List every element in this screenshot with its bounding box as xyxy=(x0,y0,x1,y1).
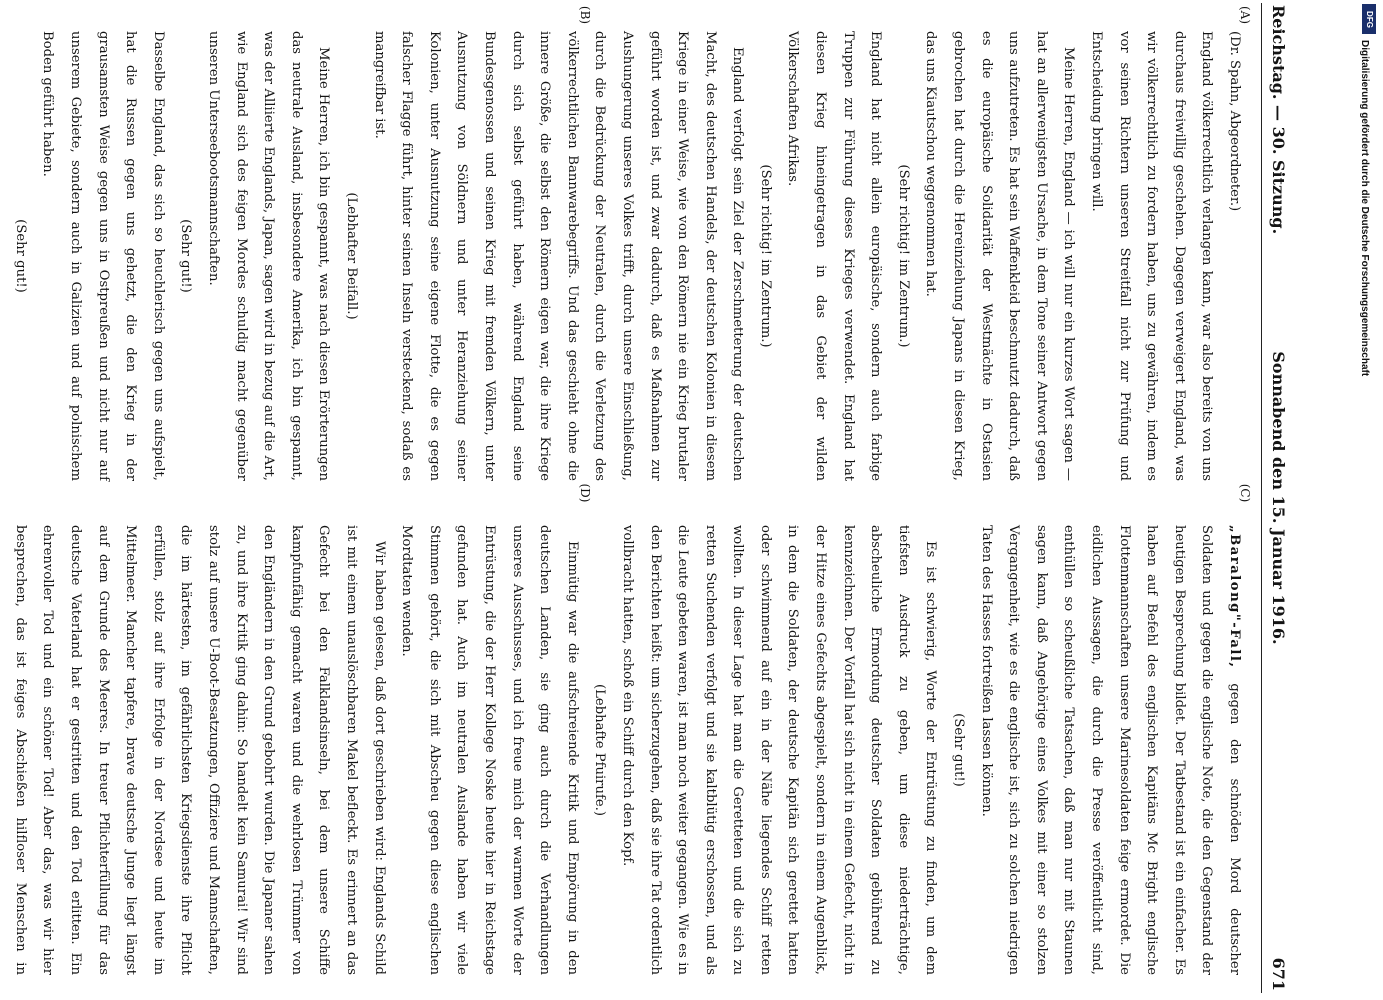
paragraph: Es ist schwierig, Worte der Entrüstung zu finden, um dem tiefsten Ausdruck zu geben, um diese niederträchtige, abscheuliche Ermordung deutscher Soldaten gebührend zu kennzeichnen. Der Vorfall hat sich nicht in einem Gefecht, nicht in der Hitze eines Gefechts abgespielt, sondern in einem Augenblick, in dem die Soldaten, der deutsche Kapitän sich gerettet hatten oder schwimmend auf ein in der Nähe liegendes Schiff retten wollten. In dieser Lage hat man die Geretteten und die sich zu retten Suchenden verfolgt und sie kaltblütig erschossen, und als die Leute gebeten waren, ist man noch weiter gegangen. Wie es in den Berichten heißt: um sicherzugehen, daß sie ihre Tat ordentlich vollbracht hatten, schoß ein Schiff durch den Kopf. xyxy=(619,525,939,975)
interjection: (Sehr gut!) xyxy=(178,219,194,293)
paragraph: Meine Herren, ich bin gespannt, was nach diesen Erörterungen das neutrale Ausland, insbesondere Amerika, ich bin gespannt, was der Alliierte Englands, Japan, sagen wird in bezug auf die Art, wie England sich des feigen Mordes schuldig macht gegenüber unseren Unterseebootsmannschaften. xyxy=(206,31,332,481)
margin-marker-a: (A) xyxy=(1238,5,1252,25)
paragraph: England völkerrechtlich verlangen kann, war also bereits von uns durchaus freiwillig geschehen. Dagegen verweigert England, was wir völkerrechtlich zu fordern haben, uns zu gewähren, indem es vor seinen Richtern unseren Streitfall nicht zur Prüfung und Entscheidung bringen will. xyxy=(1089,31,1215,481)
interjection: (Sehr richtig! im Zentrum.) xyxy=(757,164,773,348)
paragraph-text: gegen den schnöden Mord deutscher Soldaten und gegen die englische Note, die den Gegenstand der heutigen Besprechung bildet. Der Tatbestand ist ein einfacher. Es haben auf Befehl des englischen Kapitäns Mc Bright englische Flottenmannschaften unsere Marinesoldaten feige ermordet. Die eidlichen Aussagen, die durch die Presse veröffentlicht sind, enthüllen so scheußliche Tatsachen, daß man nur mit Staunen sagen kann, daß Angehörige eines Volkes mit einer so stolzen Vergangenheit, wie es die englische ist, sich zu solchen niedrigen Taten des Hasses fortreißen lassen können. xyxy=(978,525,1242,975)
paragraph: Dasselbe England, das sich so heuchlerisch gegen uns aufspielt, hat die Russen gegen uns gehetzt, die den Krieg in der grausamsten Weise gegen uns in Ostpreußen und nicht nur auf unserem Gebiete, sondern auch in Galizien und auf polnischem Boden geführt haben. xyxy=(40,31,166,481)
digitization-note: Digitalisierung gefördert durch die Deutsche Forschungsgemeinschaft xyxy=(1359,40,1370,377)
paragraph: Einmütig war die aufschreiende Kritik und Empörung in den deutschen Landen, sie ging auch durch die Verhandlungen unseres Ausschusses, und ich freue mich der warmen Worte der Entrüstung, die der Herr Kollege Noske heute hier in Reichstage gefunden hat. Auch im neutralen Auslande haben wir viele Stimmen gehört, die sich mit Abscheu gegen diese englischen Mordtaten wenden. xyxy=(399,525,580,975)
left-column xyxy=(12,31,1248,481)
margin-marker-d: (D) xyxy=(578,483,592,503)
header-center: Sonnabend den 15. Januar 1916. xyxy=(1269,351,1288,645)
paragraph: England hat nicht allein europäische, sondern auch farbige Truppen zur Führung dieses Krieges verwendet. England hat diesen Krieg hineingetragen in das Gebiet der wilden Völkerschaften Afrikas. xyxy=(785,31,884,481)
header-left: Reichstag. — 30. Sitzung. xyxy=(1269,5,1288,235)
dfg-logo xyxy=(1362,4,1376,34)
rotated-page xyxy=(12,3,1292,993)
interjection: (Lebhafte Pfuirufe.) xyxy=(592,684,608,816)
page-number: 671 xyxy=(1269,957,1288,991)
right-column xyxy=(12,525,1248,975)
paragraph xyxy=(0,31,6,481)
logo-text: DFG xyxy=(1364,10,1374,28)
margin-marker-c: (C) xyxy=(1238,483,1252,503)
paragraph xyxy=(972,525,1248,975)
margin-marker-b: (B) xyxy=(578,5,592,25)
interjection: (Sehr richtig! im Zentrum.) xyxy=(895,164,911,348)
emphasis: „Baralong"-Fall, xyxy=(1227,525,1242,669)
interjection: (Sehr gut!) xyxy=(951,713,967,787)
interjection: (Sehr gut!) xyxy=(12,219,28,293)
speaker-line: (Dr. Spahn, Abgeordneter.) xyxy=(1227,31,1242,212)
page-header xyxy=(1261,3,1292,993)
paragraph: England verfolgt sein Ziel der Zerschmetterung der deutschen Macht, des deutschen Handels, der deutschen Kolonien in diesem Kriege in einer Weise, wie von den Römern nie ein Krieg brutaler geführt worden ist, und zwar dadurch, daß es Maßnahmen zur Aushungerung unseres Volkes trifft, durch unsere Einschließung, durch die Bedrückung der Neutralen, durch die Verletzung des völkerrechtlichen Bannwarebegriffs. Und das geschieht ohne die innere Größe, die selbst den Römern eigen war, die ihre Kriege durch sich selbst geführt haben, während England seine Bundesgenossen und seinen Krieg mit fremden Völkern, unter Ausnutzung von Söldnern und unter Heranziehung seiner Kolonien, unter Ausnutzung seine eigene Flotte, die es gegen falscher Flagge führt, hinter seinen Inseln versteckend, sodaß es mangreifbar ist. xyxy=(371,31,746,481)
interjection: (Lebhafter Beifall.) xyxy=(344,192,359,320)
paragraph: Wir haben gelesen, daß dort geschrieben wird: Englands Schild ist mit einem unauslöschbaren Makel befleckt. Es erinnert an das Gefecht bei den Falklandsinseln, bei dem unsere Schiffe kampfunfähig gemacht waren und die wehrlosen Trümmer von den Engländern in den Grund gebohrt wurden. Die Japaner sahen zu, und ihre Kritik ging dahin: So handelt kein Samurai! Wir sind stolz auf unsere U-Boot-Besatzungen, Offiziere und Mannschaften, die im härtesten, im gefährlichsten Kriegsdienste ihre Pflicht erfüllen, stolz auf ihre Erfolge in der Nordsee und heute im Mittelmeer. Mancher tapfere, brave deutsche Junge liegt längst auf dem Grunde des Meeres. In treuer Pflichterfüllung für das deutsche Vaterland hat er gestritten und den Tod erlitten. Ein ehrenvoller Tod und ein schöner Tod! Aber das, was wir hier besprechen, das ist feiges Abschießen hilfloser Menschen in xyxy=(12,525,387,975)
paragraph: Meine Herren, England — ich will nur ein kurzes Wort sagen — hat an allerwenigsten Ursache, in dem Tone seiner Antwort gegen uns aufzutreten. Es hat sein Waffenkleid beschmutzt dadurch, daß es die europäische Solidarität der Westmächte in Ostasien gebrochen hat durch die Hereinziehung Japans in diesen Krieg, das uns Kiautschou weggenommen hat. xyxy=(923,31,1077,481)
